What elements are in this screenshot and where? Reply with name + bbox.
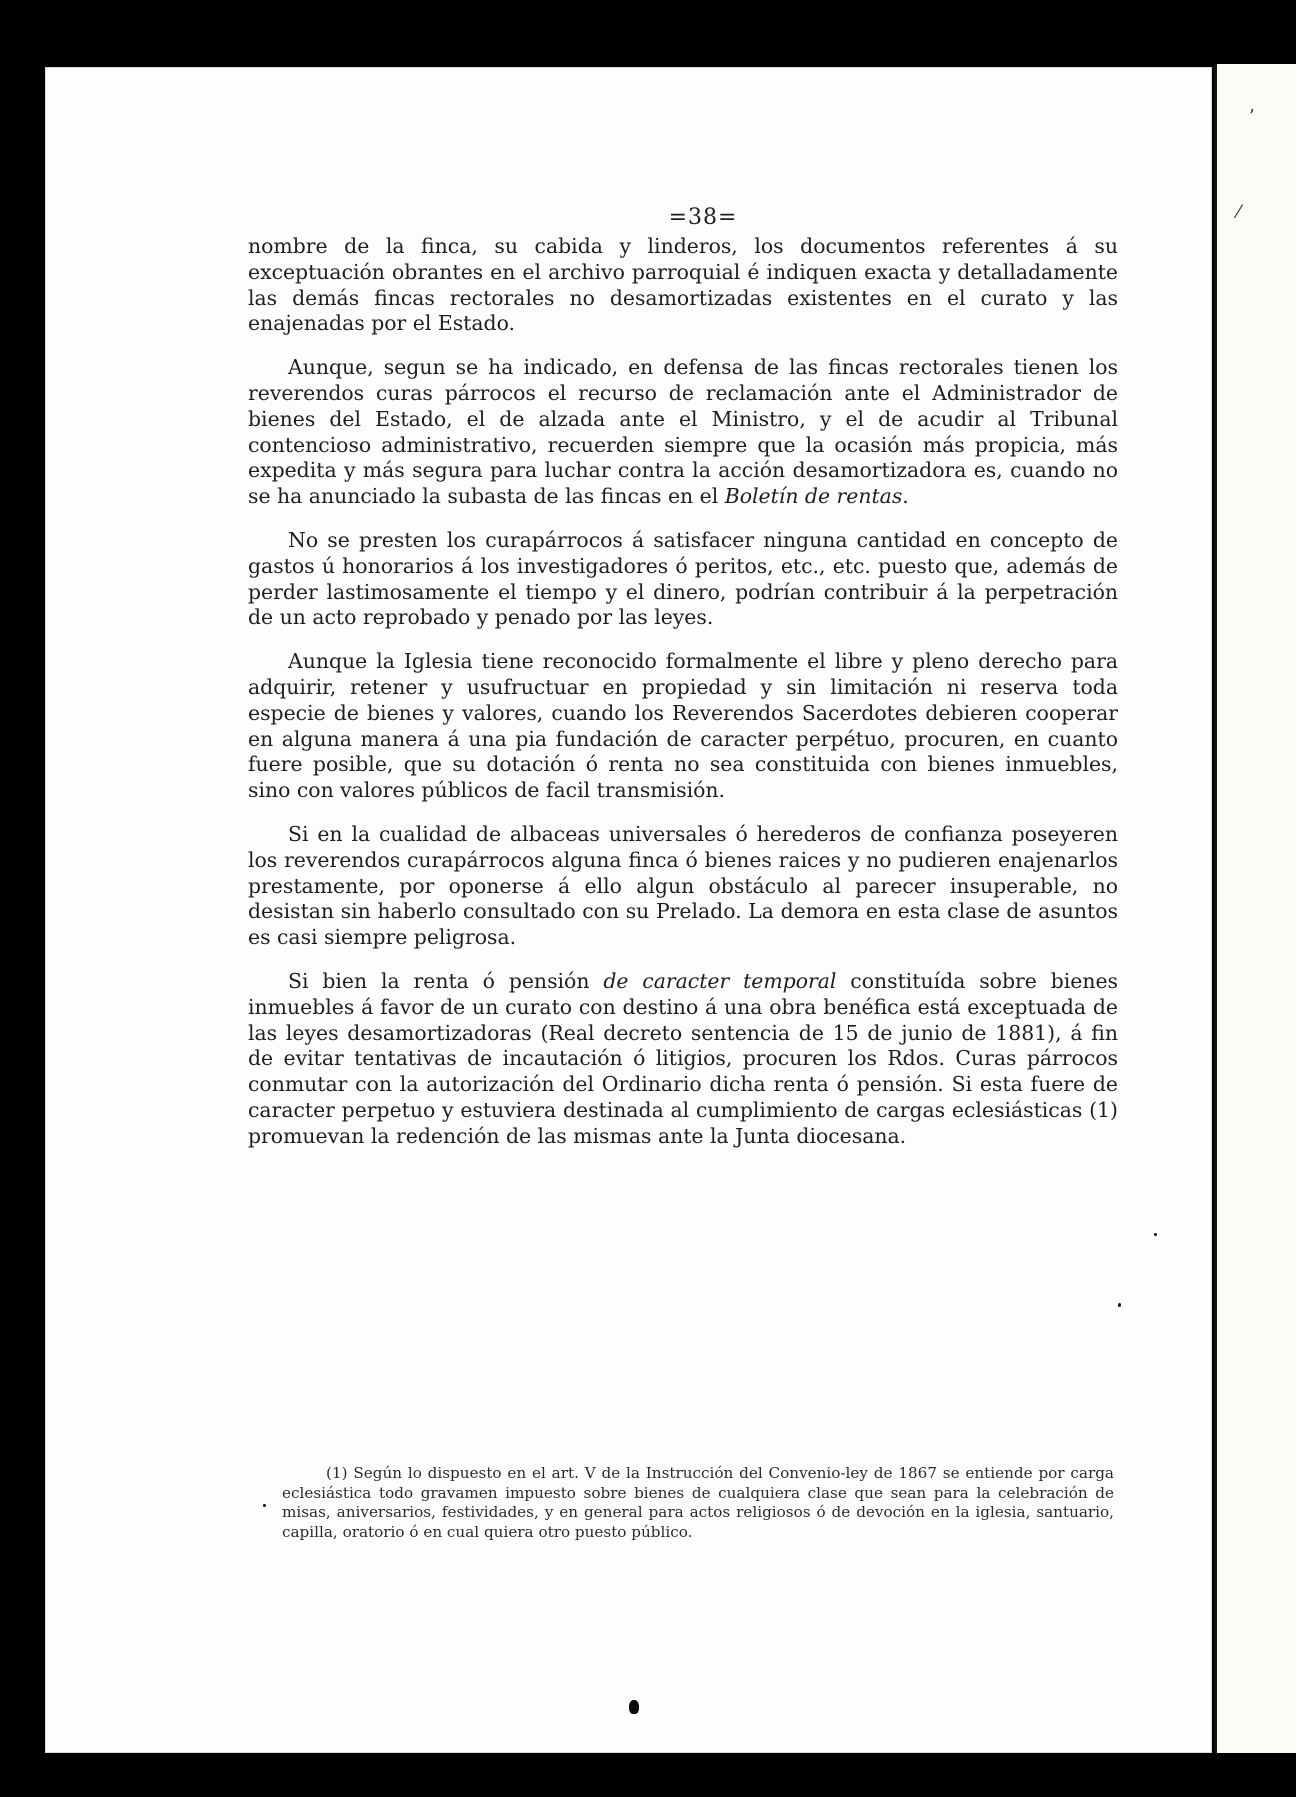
paragraph [248,649,1118,804]
paragraph [248,234,1118,337]
paragraph [248,528,1118,631]
page-number: =38= [668,205,738,230]
paragraph-text: . [902,484,909,509]
paragraph-text: nombre de la finca, su cabida y linderos, los documentos referentes á su exceptuación obrantes en el archivo parroquial é indiquen exacta y detalladamente las demás fincas rectorales no desamortizadas existentes en el curato y las enajenadas por el Estado. [248,234,1118,336]
scan-speck [263,1504,266,1507]
italic-text: de caracter temporal [603,968,837,993]
paragraph-text: Aunque, segun se ha indicado, en defensa de las fincas rectorales tienen los reverendos curas párrocos el recurso de reclamación ante el Administrador de bienes del Estado, el de alzada ante el Ministro, y el de acudir al Tribunal contencioso administrativo, recuerden siempre que la ocasión más propicia, más expedita y más segura para luchar contra la acción desamortizadora es, cuando no se ha anunciado la subasta de las fincas en el [248,355,1118,509]
paragraph [248,969,1118,1150]
adjacent-page-edge [1214,64,1296,1753]
edge-tick-mark: ’ [1249,106,1255,127]
ink-blot [629,1700,639,1714]
paragraph-text: Si en la cualidad de albaceas universales ó herederos de confianza poseyeren los reverendos curapárrocos alguna finca ó bienes raices y no pudieren enajenarlos prestamente, por oponerse á ello algun obstáculo al parecer insuperable, no desistan sin haberlo consultado con su Prelado. La demora en esta clase de asuntos es casi siempre peligrosa. [248,821,1118,950]
paragraph-text: constituída sobre bienes inmuebles á favor de un curato con destino á una obra benéfica está exceptuada de las leyes desamortizadoras (Real decreto sentencia de 15 de junio de 1881), á fin de evitar tentativas de incautación ó litigios, procuren los Rdos. Curas párrocos conmutar con la autorización del Ordinario dicha renta ó pensión. Si esta fuere de caracter perpetuo y estuviera destinada al cumplimiento de cargas eclesiásticas (1) promuevan la redención de las mismas ante la Junta diocesana. [248,968,1118,1148]
paragraph-list [248,234,1118,1150]
edge-tick-mark: ⁄ [1237,202,1241,223]
scan-speck [1154,1233,1157,1236]
scan-speck [1118,1303,1121,1307]
page-body [248,205,1118,1168]
paragraph [248,355,1118,510]
italic-text: Boletín de rentas [724,484,903,509]
paragraph-text: Si bien la renta ó pensión [288,968,604,993]
footnote: (1) Según lo dispuesto en el art. V de la Instrucción del Convenio-ley de 1867 se entiende por carga eclesiástica todo gravamen impuesto sobre bienes de cualquiera clase que sean para la celebración de misas, aniversarios, festividades, y en general para actos religiosos ó de devoción en la iglesia, santuario, capilla, oratorio ó en cual quiera otro puesto público. [282,1464,1114,1541]
paragraph-text: No se presten los curapárrocos á satisfacer ninguna cantidad en concepto de gastos ú honorarios á los investigadores ó peritos, etc., etc. puesto que, además de perder lastimosamente el tiempo y el dinero, podrían contribuir á la perpetración de un acto reprobado y penado por las leyes. [248,527,1118,630]
paragraph [248,822,1118,951]
paragraph-text: Aunque la Iglesia tiene reconocido formalmente el libre y pleno derecho para adquirir, retener y usufructuar en propiedad y sin limitación ni reserva toda especie de bienes y valores, cuando los Reverendos Sacerdotes debieren cooperar en alguna manera á una pia fundación de caracter perpétuo, procuren, en cuanto fuere posible, que su dotación ó renta no sea constituida con bienes inmuebles, sino con valores públicos de facil transmisión. [248,649,1118,803]
